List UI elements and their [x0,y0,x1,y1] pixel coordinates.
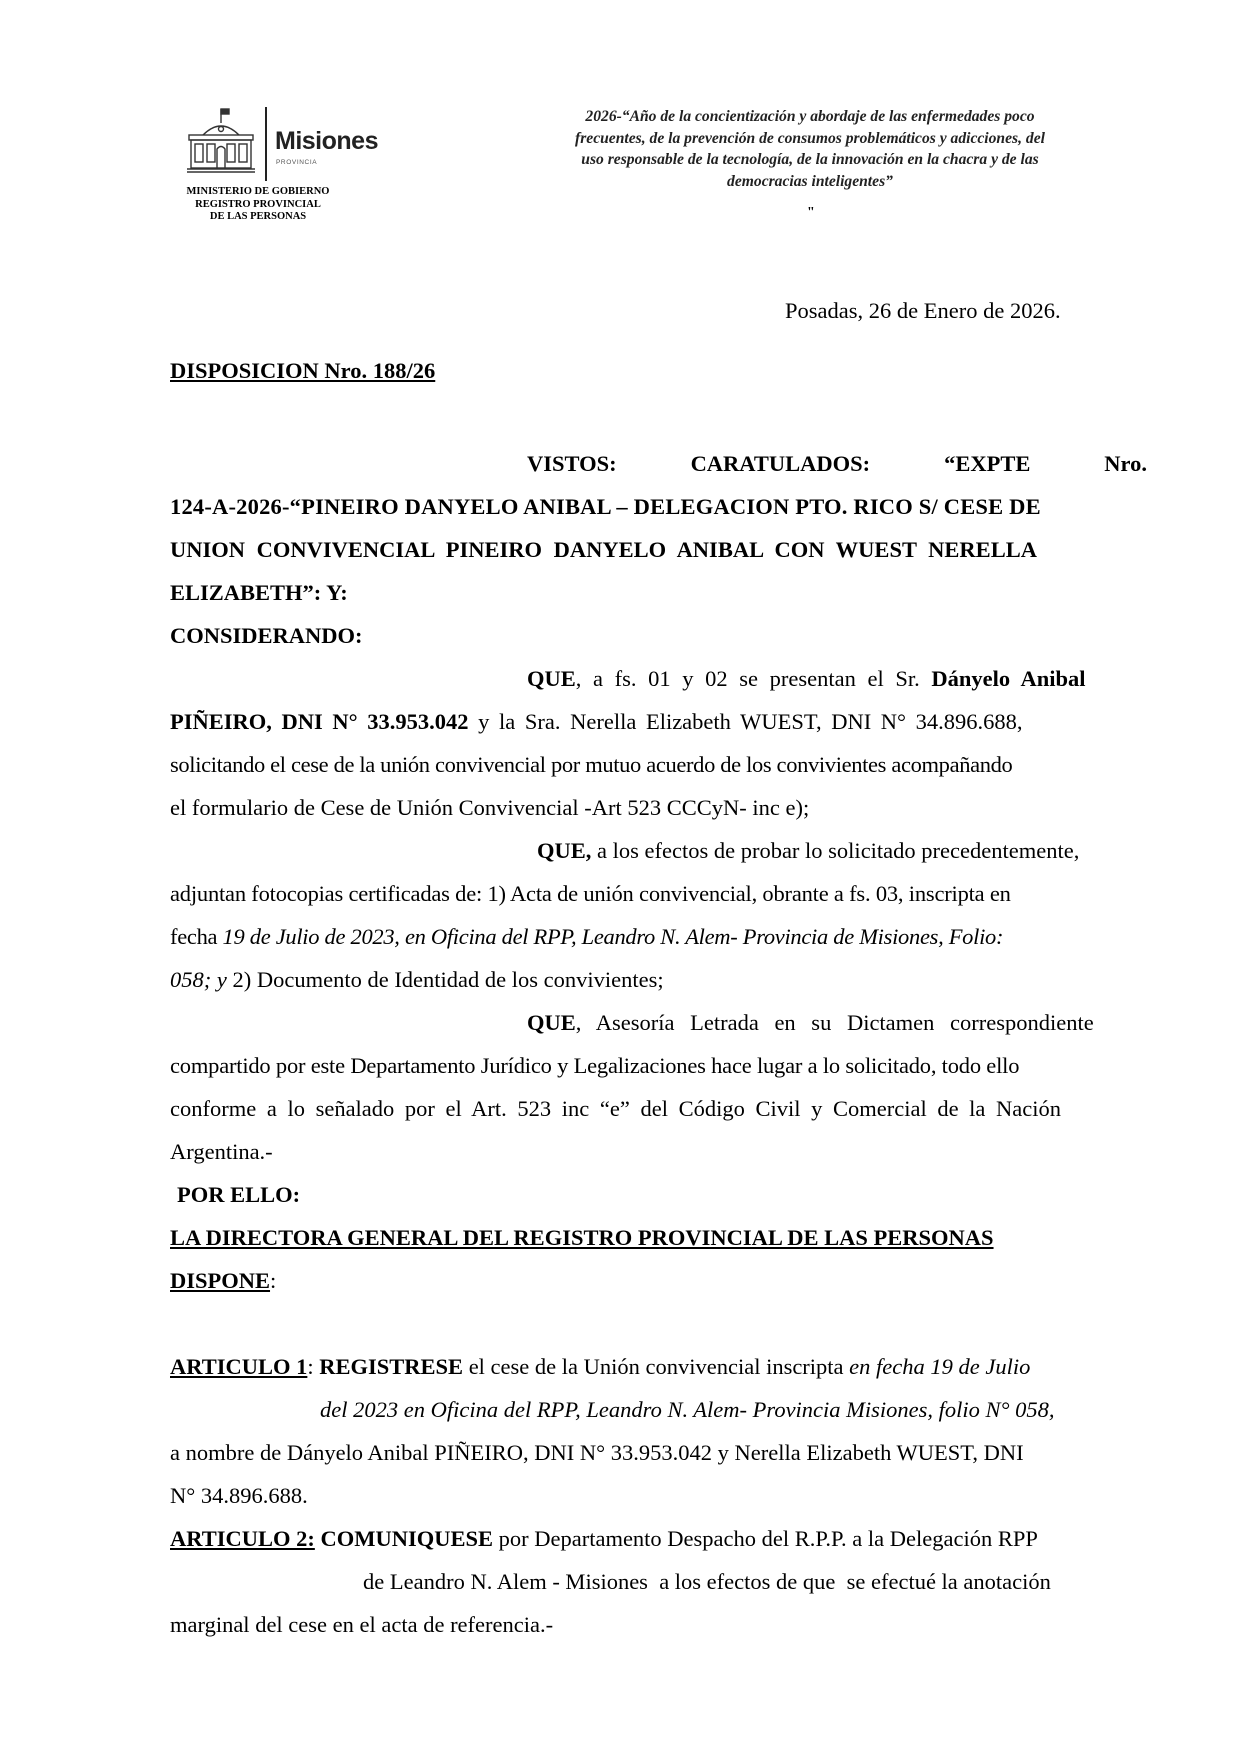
considerando-label: CONSIDERANDO: [170,623,363,648]
authority-title: LA DIRECTORA GENERAL DEL REGISTRO PROVINCIAL DE LAS PERSONAS [170,1225,994,1250]
resolution-header [170,1173,1147,1302]
government-building-icon [185,107,257,173]
place-date: Posadas, 26 de Enero de 2026. [785,298,1061,323]
logo-subtitle: PROVINCIA [276,159,318,166]
vistos-section: VISTOS: CARATULADOS: “EXPTE Nro. 124-A-2026-“PINEIRO DANYELO ANIBAL – DELEGACION PTO. RICO S/ CESE DE UNION CONVIVENCIAL PINEIRO DANYELO ANIBAL CON WUEST NERELLA ELIZABETH”: Y: CONSIDERANDO: [170,442,1147,657]
disposition-title: DISPOSICION Nro. 188/26 [170,358,436,383]
considerando-que-2: QUE, a los efectos de probar lo solicitado precedentemente, adjuntan fotocopias certificadas de: 1) Acta de unión convivencial, obrante a fs. 03, inscripta en fecha 19 de Julio de 2023, en Oficina del RPP, Leandro N. Alem- Provincia de Misiones, Folio: 058; y 2) Documento de Identidad de los convivientes; [170,838,1080,992]
article-2-label: ARTICULO 2: [170,1526,315,1551]
article-1-label: ARTICULO 1 [170,1354,308,1379]
por-ello-label: POR ELLO: [177,1182,301,1207]
considerando-que-3: QUE, Asesoría Letrada en su Dictamen correspondiente compartido por este Departamento Jurídico y Legalizaciones hace lugar a lo solicitado, todo ello conforme a lo señalado por el Art. 523 inc “e” del Código Civil y Comercial de la Nación Argentina.- [170,1010,1094,1164]
article-1: ARTICULO 1: REGISTRESE el cese de la Unión convivencial inscripta en fecha 19 de Julio del 2023 en Oficina del RPP, Leandro N. Alem- Provincia Misiones, folio N° 058, a nombre de Dányelo Anibal PIÑEIRO, DNI N° 33.953.042 y Nerella Elizabeth WUEST, DNI N° 34.896.688. [170,1354,1055,1508]
motto-mark: " [807,205,815,220]
year-motto: 2026-“Año de la concientización y abordaje de las enfermedades poco frecuentes, de la prevención de consumos problemáticos y adicciones, del uso responsable de la tecnología, de la innovación en la chacra y de las democracias inteligentes” [575,108,1045,190]
ministry-name: MINISTERIO DE GOBIERNO REGISTRO PROVINCIAL DE LAS PERSONAS [186,186,330,222]
logo-divider [265,107,267,181]
dispone-label: DISPONE: [170,1268,277,1293]
article-2: ARTICULO 2: COMUNIQUESE por Departamento Despacho del R.P.P. a la Delegación RPP de Leandro N. Alem - Misiones a los efectos de que se efectué la anotación marginal del cese en el acta de referencia.- [170,1526,1051,1637]
province-logo [185,107,395,182]
logo-title: Misiones [275,127,378,155]
considerando-que-1: QUE, a fs. 01 y 02 se presentan el Sr. Dányelo Anibal PIÑEIRO, DNI N° 33.953.042 y la Sra. Nerella Elizabeth WUEST, DNI N° 34.896.688, solicitando el cese de la unión convivencial por mutuo acuerdo de los convivientes acompañando el formulario de Cese de Unión Convivencial -Art 523 CCCyN- inc e); [170,666,1086,820]
